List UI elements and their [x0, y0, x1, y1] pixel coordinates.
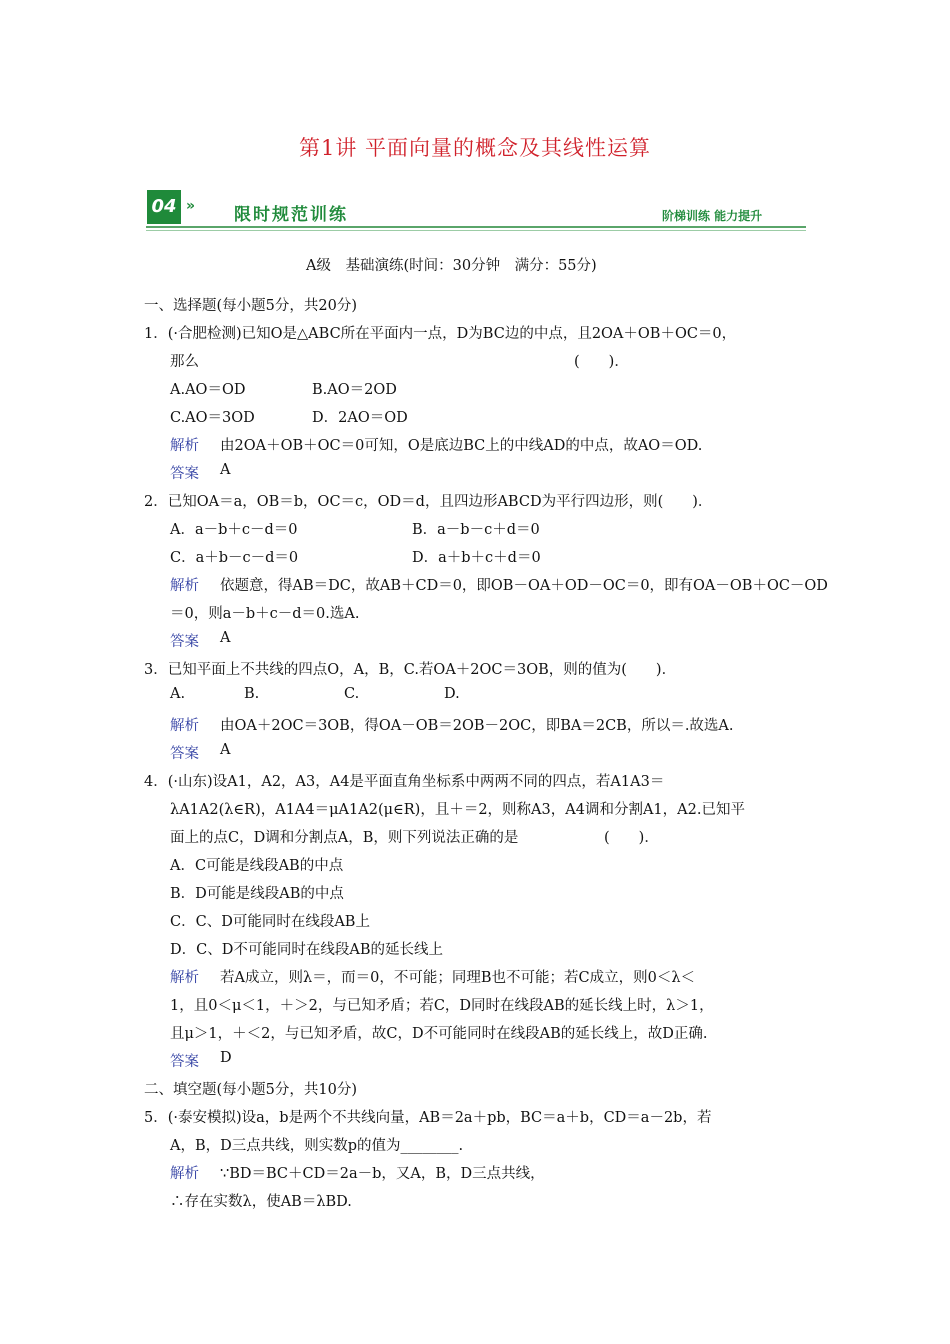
q4-analysis-line3: 且μ＞1，＋＜2，与已知矛盾，故C，D不可能同时在线段AB的延长线上，故D正确. [170, 1026, 708, 1042]
q4-option-b: B．D可能是线段AB的中点 [170, 886, 344, 902]
q2-answer-label: 答案 [170, 634, 199, 650]
q3-stem: 3．已知平面上不共线的四点O，A，B，C.若OA＋2OC＝3OB，则的值为( )． [144, 662, 677, 678]
q4-analysis-line2: 1，且0＜μ＜1，＋＞2，与已知矛盾；若C，D同时在线段AB的延长线上时，λ＞1， [170, 998, 714, 1014]
q2-option-c: C．a＋b－c－d＝0 [170, 550, 299, 566]
q5-analysis-line1: ∵BD＝BC＋CD＝2a－b，又A，B，D三点共线， [220, 1166, 545, 1182]
q4-option-c: C．C、D可能同时在线段AB上 [170, 914, 370, 930]
banner-title: 限时规范训练 [234, 205, 348, 225]
q2-analysis-line1: 依题意，得AB＝DC，故AB＋CD＝0，即OB－OA＋OD－OC＝0，即有OA－OB＋OC－OD [220, 578, 828, 594]
q1-stem-line1: 1．(·合肥检测)已知O是△ABC所在平面内一点，D为BC边的中点，且2OA＋OB＋OC＝0， [144, 326, 737, 342]
q3-option-b: B. [244, 686, 260, 702]
page-title: 第1讲 平面向量的概念及其线性运算 [298, 136, 652, 160]
q1-analysis: 由2OA＋OB＋OC＝0可知，O是底边BC上的中线AD的中点，故AO＝OD. [220, 438, 703, 454]
q1-option-a: A.AO＝OD [170, 382, 246, 398]
q2-stem: 2．已知OA＝a，OB＝b，OC＝c，OD＝d，且四边形ABCD为平行四边形，则( )． [144, 494, 713, 510]
q2-option-a: A．a－b＋c－d＝0 [170, 522, 298, 538]
q4-option-d: D．C、D不可能同时在线段AB的延长线上 [170, 942, 443, 958]
q1-option-c: C.AO＝3OD [170, 410, 255, 426]
q2-option-b: B．a－b－c＋d＝0 [412, 522, 540, 538]
banner-number: 04 [147, 190, 181, 224]
q2-analysis-label: 解析 [170, 578, 199, 594]
q3-answer-label: 答案 [170, 746, 199, 762]
banner-divider [146, 226, 806, 228]
q5-stem-line2: A，B，D三点共线，则实数p的值为________. [170, 1138, 464, 1154]
q5-analysis-label: 解析 [170, 1166, 199, 1182]
q4-answer: D [220, 1050, 232, 1066]
q2-answer: A [220, 630, 231, 646]
q4-stem-line3: 面上的点C，D调和分割点A，B，则下列说法正确的是 [170, 830, 519, 846]
q1-analysis-label: 解析 [170, 438, 199, 454]
q1-option-b: B.AO＝2OD [312, 382, 397, 398]
q4-analysis-line1: 若A成立，则λ＝，而＝0，不可能；同理B也不可能；若C成立，则0＜λ＜ [220, 970, 696, 986]
banner-subtitle: 阶梯训练 能力提升 [662, 209, 763, 223]
q5-analysis-line2: ∴存在实数λ，使AB＝λBD. [170, 1194, 352, 1210]
exercise-header: A级 基础演练(时间：30分钟 满分：55分) [306, 258, 597, 274]
banner-arrow-icon: » [186, 198, 196, 214]
q3-answer: A [220, 742, 231, 758]
q1-answer-bracket: ( )． [574, 354, 629, 370]
q2-analysis-line2: ＝0，则a－b＋c－d＝0.选A. [170, 606, 360, 622]
q2-option-d: D．a＋b＋c＋d＝0 [412, 550, 541, 566]
q1-option-d: D．2AO＝OD [312, 410, 408, 426]
section-heading-fill: 二、填空题(每小题5分，共10分) [144, 1082, 357, 1098]
q4-option-a: A．C可能是线段AB的中点 [170, 858, 344, 874]
q4-stem-line1: 4．(·山东)设A1，A2，A3，A4是平面直角坐标系中两两不同的四点，若A1A3＝ [144, 774, 665, 790]
q3-option-d: D. [444, 686, 460, 702]
q4-analysis-label: 解析 [170, 970, 199, 986]
q4-stem-line2: λA1A2(λ∈R)，A1A4＝μA1A2(μ∈R)，且＋＝2，则称A3，A4调和分割A1，A2.已知平 [170, 802, 745, 818]
section-heading-choice: 一、选择题(每小题5分，共20分) [144, 298, 357, 314]
q4-answer-bracket: ( )． [604, 830, 659, 846]
q1-answer: A [220, 462, 231, 478]
q3-option-a: A. [170, 686, 186, 702]
q3-option-c: C. [344, 686, 360, 702]
q5-stem-line1: 5．(·泰安模拟)设a，b是两个不共线向量，AB＝2a＋pb，BC＝a＋b，CD＝a－2b，若 [144, 1110, 712, 1126]
q1-stem-line2: 那么 [170, 354, 199, 370]
q3-analysis-label: 解析 [170, 718, 199, 734]
q1-answer-label: 答案 [170, 466, 199, 482]
q3-analysis: 由OA＋2OC＝3OB，得OA－OB＝2OB－2OC，即BA＝2CB，所以＝.故选A. [220, 718, 734, 734]
q4-answer-label: 答案 [170, 1054, 199, 1070]
banner-divider-thin [146, 230, 806, 231]
